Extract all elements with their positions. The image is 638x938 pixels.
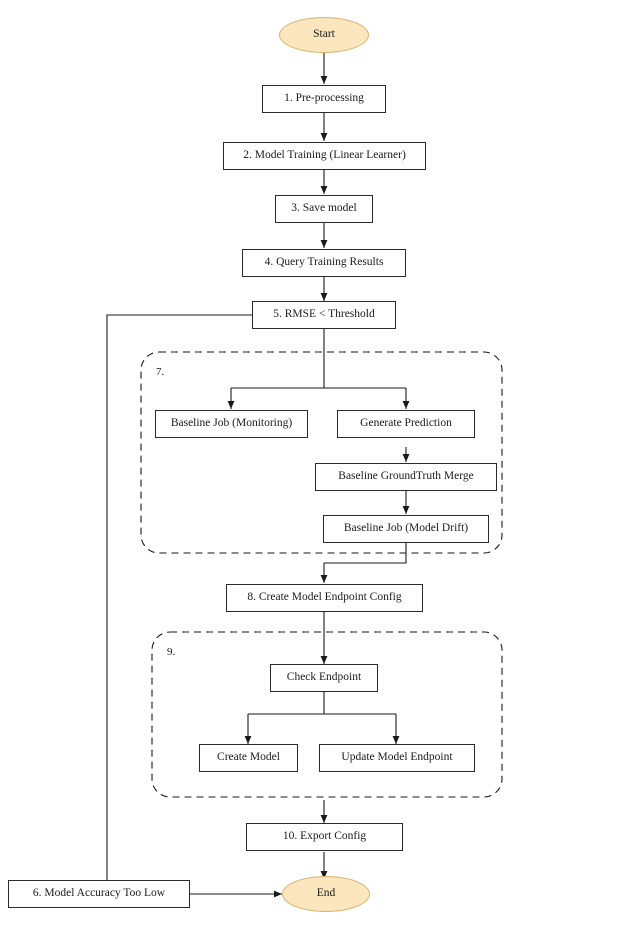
node-check-endpoint[interactable]: Check Endpoint	[270, 664, 378, 692]
node-generate-prediction[interactable]: Generate Prediction	[337, 410, 475, 438]
group-label-9: 9.	[167, 646, 176, 658]
node-save-model[interactable]: 3. Save model	[275, 195, 373, 223]
node-baseline-groundtruth-merge[interactable]: Baseline GroundTruth Merge	[315, 463, 497, 491]
group-label-7: 7.	[156, 366, 165, 378]
node-start[interactable]: Start	[279, 17, 369, 53]
node-query-training-results[interactable]: 4. Query Training Results	[242, 249, 406, 277]
node-update-model-endpoint[interactable]: Update Model Endpoint	[319, 744, 475, 772]
node-accuracy-too-low[interactable]: 6. Model Accuracy Too Low	[8, 880, 190, 908]
node-end[interactable]: End	[282, 876, 370, 912]
node-create-endpoint-config[interactable]: 8. Create Model Endpoint Config	[226, 584, 423, 612]
node-create-model[interactable]: Create Model	[199, 744, 298, 772]
node-preprocessing[interactable]: 1. Pre-processing	[262, 85, 386, 113]
node-baseline-job-monitoring[interactable]: Baseline Job (Monitoring)	[155, 410, 308, 438]
node-export-config[interactable]: 10. Export Config	[246, 823, 403, 851]
node-rmse-threshold[interactable]: 5. RMSE < Threshold	[252, 301, 396, 329]
node-model-training[interactable]: 2. Model Training (Linear Learner)	[223, 142, 426, 170]
node-baseline-job-model-drift[interactable]: Baseline Job (Model Drift)	[323, 515, 489, 543]
